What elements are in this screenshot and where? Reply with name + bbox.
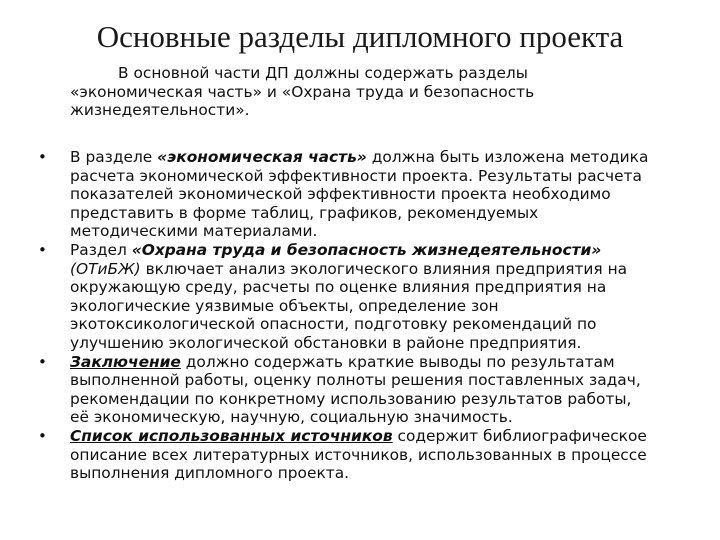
bullet-line: расчета экономической эффективности проекта. Результаты расчета bbox=[70, 166, 642, 185]
intro-line-2: «экономическая часть» и «Охрана труда и безопасность bbox=[70, 82, 535, 101]
bullet-conclusion bbox=[0, 353, 720, 427]
bullet-line: экотоксикологической опасности, подготовку рекомендаций по bbox=[70, 315, 597, 334]
bullet-line: выполненной работы, оценку полноты решения поставленных задач, bbox=[70, 371, 641, 390]
bullet-emphasis: «экономическая часть» bbox=[157, 148, 367, 166]
bullet-line: выполнения дипломного проекта. bbox=[70, 464, 350, 483]
bullet-line: рекомендации по конкретному использованию результатов работы, bbox=[70, 389, 632, 408]
bullet-line bbox=[70, 353, 720, 372]
bullet-line bbox=[70, 148, 720, 167]
intro-paragraph bbox=[70, 64, 630, 120]
bullet-emphasis: (ОТиБЖ) bbox=[70, 259, 141, 278]
bullet-line: её экономическую, научную, социальную значимость. bbox=[70, 408, 513, 427]
bullet-dot-icon: • bbox=[38, 426, 47, 445]
bullet-text: должна быть изложена методика bbox=[366, 148, 649, 166]
bullet-labor-safety bbox=[0, 241, 720, 353]
bullet-line: окружающую среду, расчеты по оценке влияния предприятия на bbox=[70, 278, 607, 297]
bullet-text: должно содержать краткие выводы по результатам bbox=[180, 352, 615, 371]
bullet-text: В разделе bbox=[70, 148, 158, 166]
bullet-references bbox=[0, 427, 720, 483]
bullet-emphasis: «Охрана труда и безопасность жизнедеятельности» bbox=[131, 240, 602, 259]
bullet-text: включает анализ экологического влияния предприятия на bbox=[140, 259, 628, 278]
bullet-line: методическими материалами. bbox=[70, 222, 318, 241]
intro-line-3: жизнедеятельности». bbox=[70, 101, 250, 120]
bullet-line bbox=[70, 241, 720, 260]
bullet-economic-part bbox=[0, 148, 720, 241]
bullet-line: экологические уязвимые объекты, определение зон bbox=[70, 296, 499, 315]
intro-line-1: В основной части ДП должны содержать разделы bbox=[118, 64, 528, 82]
bullet-line: представить в форме таблиц, графиков, рекомендуемых bbox=[70, 203, 539, 222]
slide-title: Основные разделы дипломного проекта bbox=[96, 19, 624, 54]
bullet-line: показателей экономической эффективности проекта необходимо bbox=[70, 185, 611, 204]
bullet-line bbox=[70, 427, 720, 446]
bullet-text: содержит библиографическое bbox=[392, 426, 647, 445]
bullet-emphasis: Список использованных источников bbox=[70, 426, 393, 445]
bullet-dot-icon: • bbox=[38, 240, 47, 259]
bullet-dot-icon: • bbox=[38, 148, 47, 166]
bullet-list bbox=[0, 148, 720, 483]
bullet-text: Раздел bbox=[70, 240, 132, 259]
bullet-line: описание всех литературных источников, использованных в процессе bbox=[70, 445, 647, 464]
bullet-emphasis: Заключение bbox=[70, 352, 181, 371]
bullet-line bbox=[70, 260, 720, 279]
bullet-line: улучшению экологической обстановки в районе предприятия. bbox=[70, 333, 582, 352]
bullet-dot-icon: • bbox=[38, 352, 47, 371]
